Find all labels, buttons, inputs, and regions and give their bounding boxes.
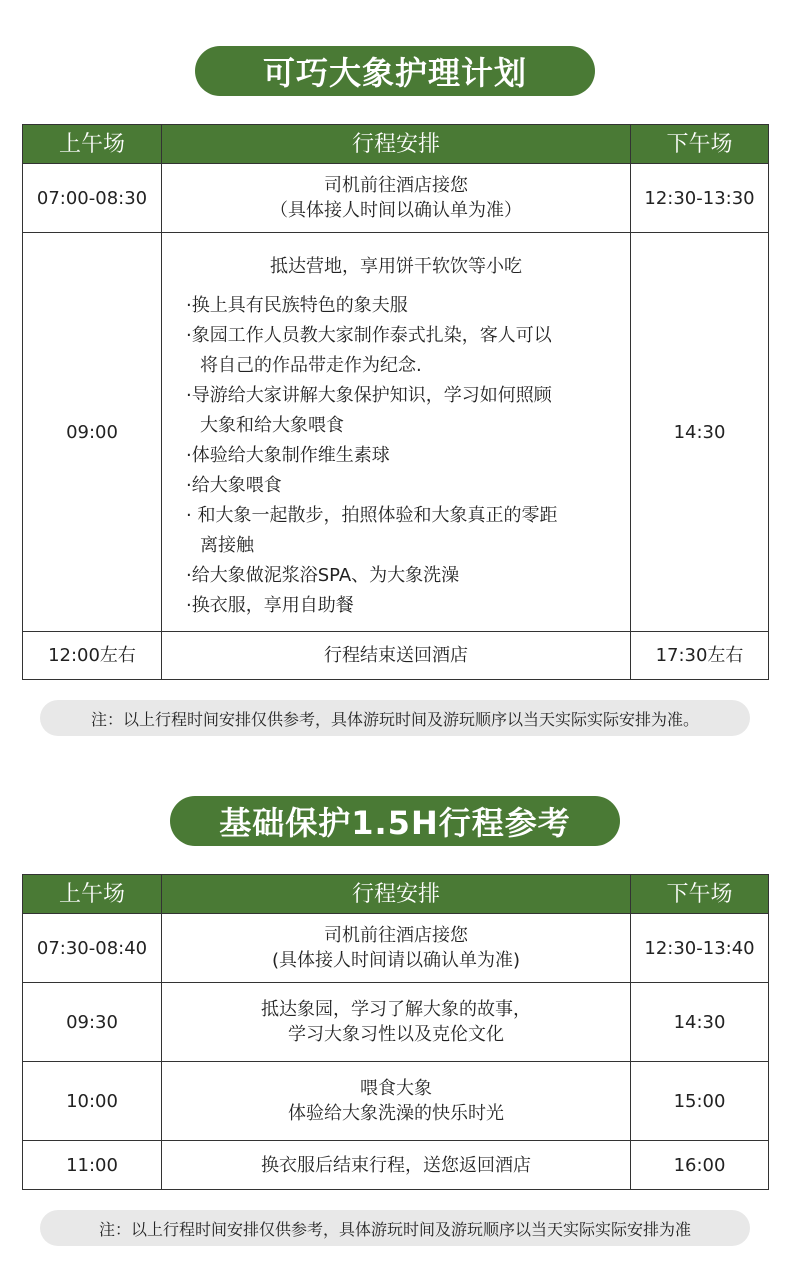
schedule-table-1 [22,124,769,680]
list-item-text: · 和大象一起散步，拍照体验和大象真正的零距 [186,504,558,526]
schedule-cell [162,164,631,233]
list-item-continuation: 将自己的作品带走作为纪念. [200,354,422,376]
schedule-line: 抵达象园，学习了解大象的故事， [261,999,531,1020]
schedule-line: 换衣服后结束行程，送您返回酒店 [261,1154,531,1176]
table-row [23,632,769,680]
table-row [23,983,769,1062]
header-schedule: 行程安排 [162,125,631,164]
list-item [186,591,608,621]
list-item-text: ·给大象喂食 [186,474,282,496]
header-morning: 上午场 [23,875,162,914]
list-item [186,471,608,501]
section1-title: 可巧大象护理计划 [195,46,595,96]
schedule-line: (具体接人时间请以确认单为准) [271,950,521,971]
list-item [186,561,608,591]
schedule-cell [162,632,631,680]
schedule-cell [162,1062,631,1141]
table-row [23,233,769,632]
list-item [186,321,608,381]
list-item-text: ·导游给大家讲解大象保护知识，学习如何照顾 [186,384,552,406]
schedule-cell [162,914,631,983]
section2-title: 基础保护1.5H行程参考 [170,796,620,846]
schedule-line: 司机前往酒店接您 [324,175,468,196]
morning-time: 11:00 [23,1141,162,1190]
table-row [23,164,769,233]
list-item [186,441,608,471]
list-item [186,291,608,321]
header-afternoon: 下午场 [631,125,769,164]
afternoon-time: 12:30-13:30 [631,164,769,233]
morning-time: 07:30-08:40 [23,914,162,983]
schedule-cell [162,233,631,632]
afternoon-time: 17:30左右 [631,632,769,680]
list-item-text: ·换衣服，享用自助餐 [186,594,354,616]
morning-time: 07:00-08:30 [23,164,162,233]
header-afternoon: 下午场 [631,875,769,914]
schedule-cell [162,1141,631,1190]
afternoon-time: 16:00 [631,1141,769,1190]
morning-time: 12:00左右 [23,632,162,680]
schedule-line: 司机前往酒店接您 [324,925,468,946]
list-item-text: ·体验给大象制作维生素球 [186,444,390,466]
header-schedule: 行程安排 [162,875,631,914]
header-morning: 上午场 [23,125,162,164]
schedule-lead: 抵达营地，享用饼干软饮等小吃 [270,255,522,277]
list-item-text: ·象园工作人员教大家制作泰式扎染，客人可以 [186,324,552,346]
schedule-line: 体验给大象洗澡的快乐时光 [288,1103,504,1124]
schedule-table-2 [22,874,769,1190]
list-item [186,501,608,561]
schedule-line: 行程结束送回酒店 [324,645,468,666]
activity-list [162,291,630,621]
afternoon-time: 15:00 [631,1062,769,1141]
table-row [23,1062,769,1141]
table-row [23,914,769,983]
list-item-text: ·换上具有民族特色的象夫服 [186,294,408,316]
afternoon-time: 14:30 [631,233,769,632]
list-item-text: ·给大象做泥浆浴SPA、为大象洗澡 [186,564,460,586]
schedule-line: 学习大象习性以及克伦文化 [288,1024,504,1045]
morning-time: 10:00 [23,1062,162,1141]
schedule-line: （具体接人时间以确认单为准） [270,200,522,221]
table-header-row [23,875,769,914]
table-header-row [23,125,769,164]
list-item-continuation: 大象和给大象喂食 [200,414,344,436]
section1-note: 注：以上行程时间安排仅供参考，具体游玩时间及游玩顺序以当天实际实际安排为准。 [40,700,750,736]
list-item [186,381,608,441]
afternoon-time: 14:30 [631,983,769,1062]
schedule-line: 喂食大象 [360,1078,432,1099]
table-row [23,1141,769,1190]
schedule-cell [162,983,631,1062]
afternoon-time: 12:30-13:40 [631,914,769,983]
section2-note: 注：以上行程时间安排仅供参考，具体游玩时间及游玩顺序以当天实际实际安排为准 [40,1210,750,1246]
morning-time: 09:30 [23,983,162,1062]
list-item-continuation: 离接触 [200,534,254,556]
morning-time: 09:00 [23,233,162,632]
